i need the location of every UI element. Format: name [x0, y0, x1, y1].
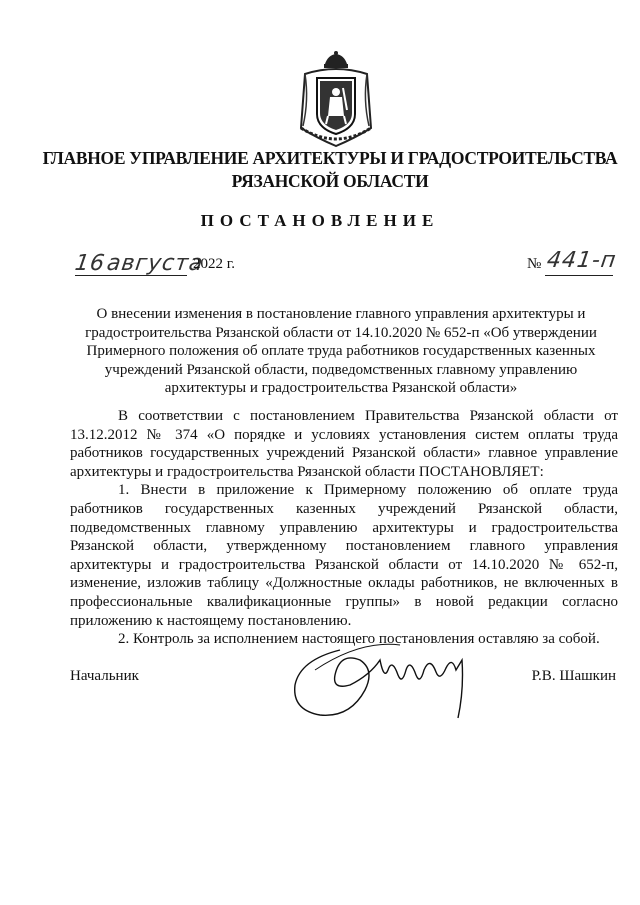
organization-line-2: РЯЗАНСКОЙ ОБЛАСТИ: [231, 171, 429, 191]
document-subject: О внесении изменения в постановление главного управления архитектуры и градостроительства Рязанской области от 14.10.2020 № 652-п «Об утверждении Примерного положения об оплате труда работников государственных казенных учреждений Рязанской области, подведомственных главному управлению архитектуры и градостроительства Рязанской области»: [85, 306, 597, 397]
number-sign: №: [527, 256, 542, 272]
date-number-row: [73, 248, 620, 281]
signer-position: Начальник: [70, 668, 139, 684]
document-type: ПОСТАНОВЛЕНИЕ: [200, 211, 440, 230]
item-2-paragraph: 2. Контроль за исполнением настоящего постановления оставляю за собой.: [118, 631, 600, 648]
date-year: 2022 г.: [193, 256, 235, 272]
signature-block: [70, 660, 620, 720]
organization-title: [40, 147, 620, 193]
handwritten-signature-icon: [280, 630, 490, 725]
item-1-paragraph: 1. Внести в приложение к Примерному положению об оплате труда работников государственных казенных учреждений Рязанской области, подведомственных главному управлению архитектуры и градостроительства Рязанской области, утвержденному постановлением главного управления архитектуры и градостроительства Рязанской области от 14.10.2020 № 652-п, изменение, изложив таблицу «Должностные оклады работников, не включенных в профессиональные квалификационные группы» в новой редакции согласно приложению к настоящему постановлению.: [70, 482, 618, 629]
ryazan-coat-of-arms-icon: [295, 50, 377, 150]
signer-name: Р.В. Шашкин: [531, 668, 616, 684]
date-month: августа: [105, 251, 206, 276]
date-underline: [75, 275, 187, 276]
document-number: 441-п: [545, 248, 619, 273]
preamble-paragraph: В соответствии с постановлением Правительства Рязанской области от 13.12.2012 № 374 «О порядке и условиях установления систем оплаты труда работников государственных учреждений Рязанской области» главное управление архитектуры и градостроительства Рязанской области ПОСТАНОВЛЯЕТ:: [70, 408, 618, 480]
number-underline: [545, 275, 613, 276]
organization-line-1: ГЛАВНОЕ УПРАВЛЕНИЕ АРХИТЕКТУРЫ И ГРАДОСТРОИТЕЛЬСТВА: [42, 148, 618, 168]
document-body: [70, 407, 618, 649]
date-day: 16: [73, 251, 107, 276]
